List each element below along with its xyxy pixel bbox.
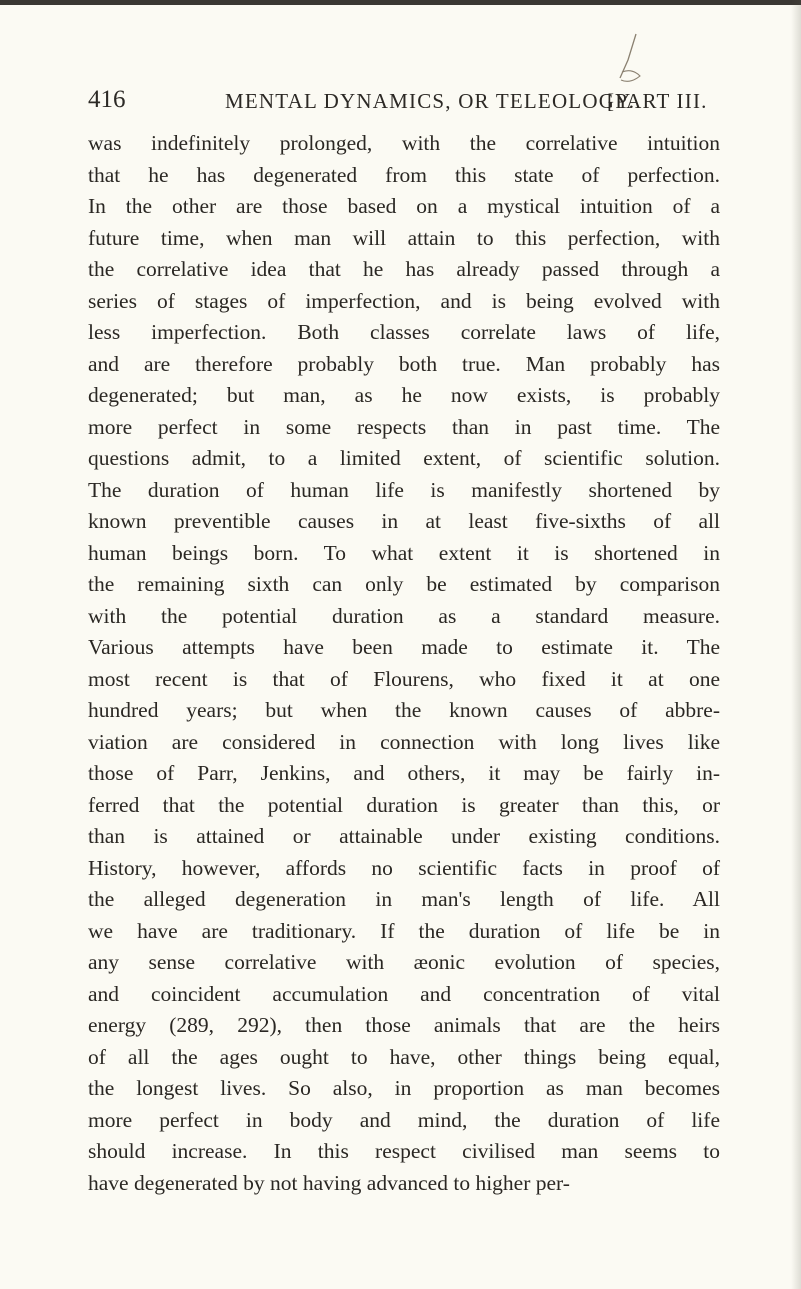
text-line: future time, when man will attain to this perfection, with — [88, 225, 720, 250]
text-line: more perfect in body and mind, the duration of life — [88, 1107, 720, 1132]
text-line: those of Parr, Jenkins, and others, it may be fairly in- — [88, 761, 720, 785]
text-line: any sense correlative with æonic evolution of species, — [88, 950, 720, 974]
text-line: In the other are those based on a mystical intuition of a — [88, 194, 720, 218]
text-line: degenerated; but man, as he now exists, is probably — [88, 383, 720, 407]
text-line: History, however, affords no scientific facts in proof of — [88, 855, 720, 880]
text-line: than is attained or attainable under existing conditions. — [88, 824, 720, 848]
text-line: known preventible causes in at least five-sixths of all — [88, 509, 720, 533]
text-line: and are therefore probably both true. Man probably has — [88, 351, 720, 376]
pencil-mark-icon — [608, 30, 652, 90]
text-line: The duration of human life is manifestly shortened by — [88, 477, 720, 502]
text-line: and coincident accumulation and concentration of vital — [88, 981, 720, 1006]
part-label: [PART III. — [607, 89, 708, 113]
text-line: of all the ages ought to have, other things being equal, — [88, 1044, 720, 1069]
running-title: MENTAL DYNAMICS, OR TELEOLOGY. — [225, 89, 636, 113]
text-line: should increase. In this respect civilised man seems to — [88, 1139, 720, 1163]
text-line: was indefinitely prolonged, with the correlative intuition — [88, 131, 720, 155]
text-line: ferred that the potential duration is greater than this, or — [88, 792, 720, 817]
body-text — [88, 128, 720, 1199]
text-line: less imperfection. Both classes correlate laws of life, — [88, 320, 720, 344]
text-line: human beings born. To what extent it is shortened in — [88, 540, 720, 565]
text-line: the alleged degeneration in man's length of life. All — [88, 887, 720, 911]
top-edge-rule — [0, 0, 801, 5]
running-head — [88, 86, 728, 118]
text-line: energy (289, 292), then those animals that are the heirs — [88, 1013, 720, 1037]
page-edge-shadow — [791, 0, 801, 1289]
text-line: the longest lives. So also, in proportion as man becomes — [88, 1076, 720, 1100]
text-line: questions admit, to a limited extent, of scientific solution. — [88, 446, 720, 470]
text-line: more perfect in some respects than in past time. The — [88, 414, 720, 439]
text-line: have degenerated by not having advanced to higher per- — [88, 1170, 570, 1195]
text-line: series of stages of imperfection, and is being evolved with — [88, 288, 720, 313]
text-line: the remaining sixth can only be estimated by comparison — [88, 572, 720, 596]
page-number: 416 — [88, 86, 126, 113]
text-line: hundred years; but when the known causes of abbre- — [88, 698, 720, 722]
text-line: viation are considered in connection with long lives like — [88, 729, 720, 754]
text-line: that he has degenerated from this state of perfection. — [88, 162, 720, 187]
text-line: most recent is that of Flourens, who fixed it at one — [88, 666, 720, 691]
text-line: the correlative idea that he has already passed through a — [88, 257, 720, 281]
text-line: Various attempts have been made to estimate it. The — [88, 635, 720, 659]
text-line: we have are traditionary. If the duration of life be in — [88, 918, 720, 943]
text-line: with the potential duration as a standard measure. — [88, 603, 720, 628]
